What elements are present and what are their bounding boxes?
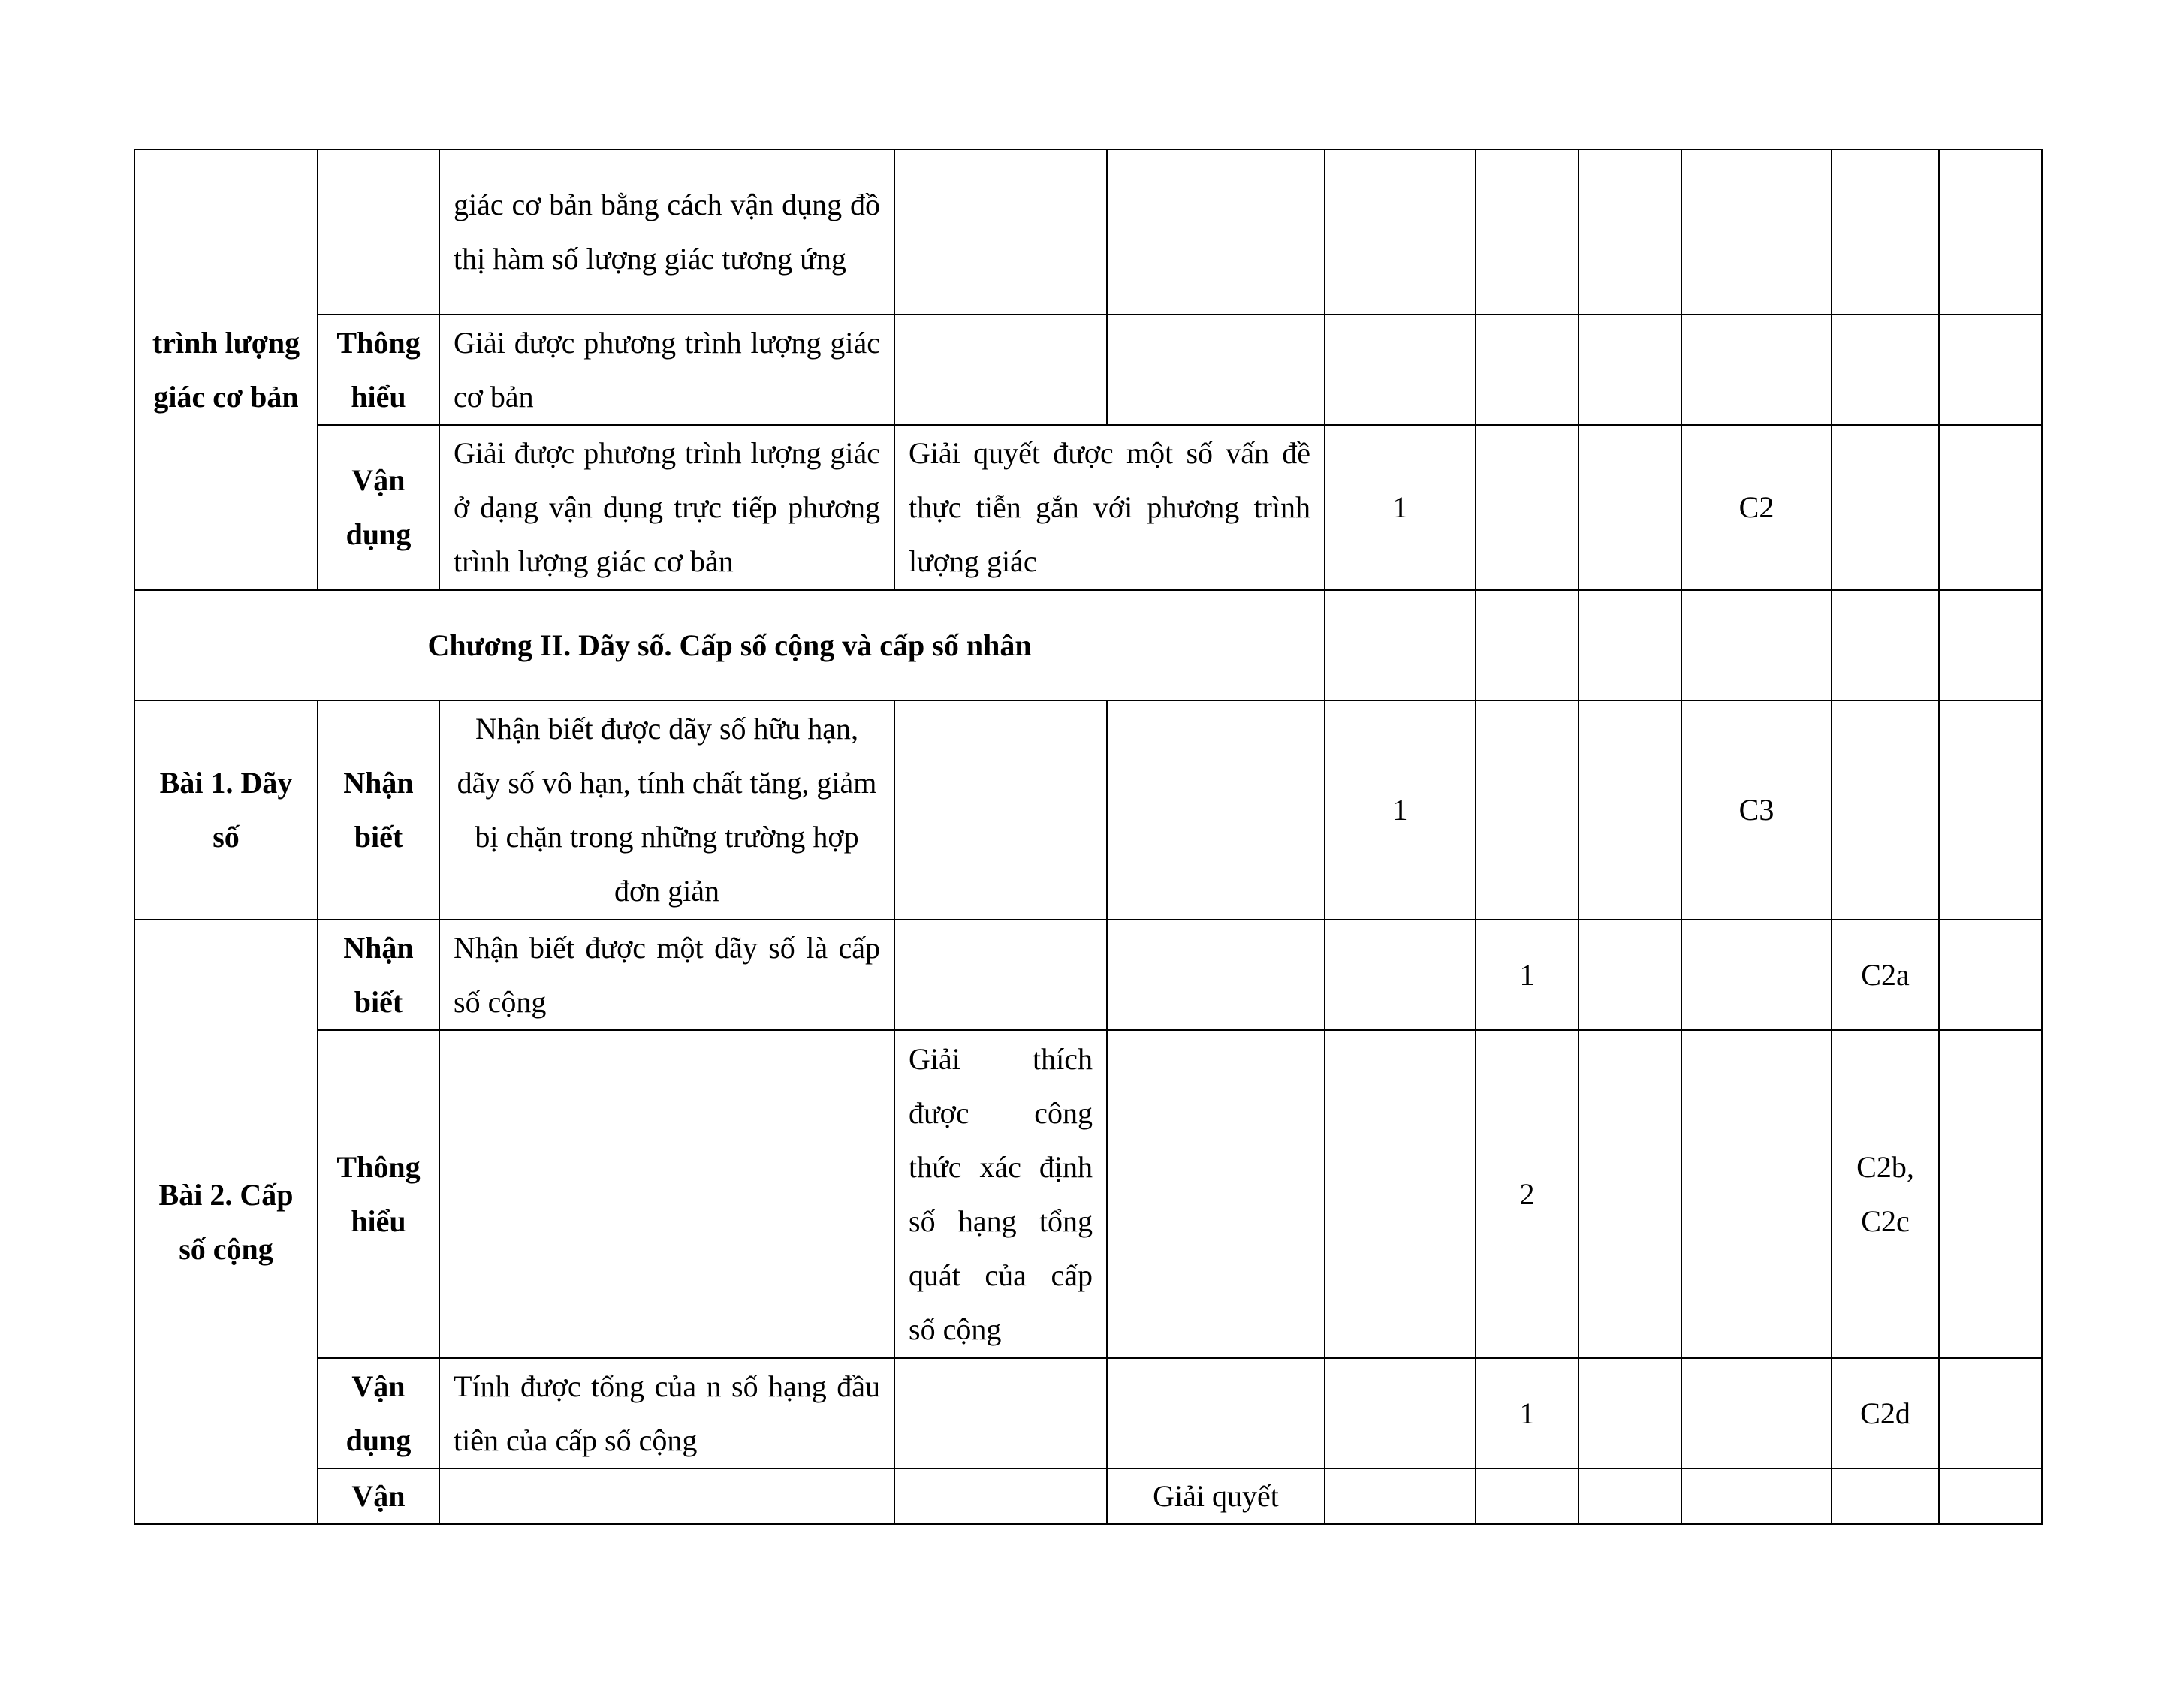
empty-cell — [1579, 700, 1681, 920]
empty-cell — [1579, 315, 1681, 425]
empty-cell — [1325, 149, 1476, 315]
empty-cell — [1939, 1030, 2042, 1358]
table-row — [134, 425, 2042, 590]
empty-cell — [1579, 425, 1681, 590]
empty-cell — [1939, 425, 2042, 590]
empty-cell — [1939, 149, 2042, 315]
lesson-cell: trình lượng giác cơ bản — [134, 149, 318, 590]
empty-cell — [894, 920, 1107, 1030]
level-cell: Thông hiểu — [318, 315, 439, 425]
empty-cell — [1107, 700, 1325, 920]
empty-cell — [1579, 920, 1681, 1030]
question-code-cell: C2a — [1832, 920, 1939, 1030]
empty-cell — [1325, 1358, 1476, 1469]
application-description-cell: Giải quyết được một số vấn đề thực tiễn gắn với phương trình lượng giác — [894, 425, 1325, 590]
application-description-cell: Giải thích được công thức xác định số hạng tổng quát của cấp số cộng — [894, 1030, 1107, 1358]
empty-cell — [894, 315, 1107, 425]
level-cell: Thông hiểu — [318, 1030, 439, 1358]
knowledge-description-cell: Giải được phương trình lượng giác ở dạng vận dụng trực tiếp phương trình lượng giác cơ bản — [439, 425, 894, 590]
empty-cell — [1107, 1030, 1325, 1358]
empty-cell — [1832, 425, 1939, 590]
application-description-cell: Giải quyết — [1107, 1469, 1325, 1524]
question-code-cell: C2d — [1832, 1358, 1939, 1469]
table-row — [134, 1358, 2042, 1469]
table-row — [134, 1469, 2042, 1524]
empty-cell — [1476, 149, 1579, 315]
empty-cell — [1832, 1469, 1939, 1524]
level-cell: Nhận biết — [318, 700, 439, 920]
question-count-cell: 1 — [1476, 1358, 1579, 1469]
empty-cell — [1579, 1030, 1681, 1358]
empty-cell — [1681, 315, 1832, 425]
table-row — [134, 590, 2042, 700]
question-count-cell: 1 — [1325, 700, 1476, 920]
empty-cell — [439, 1469, 894, 1524]
empty-cell — [1579, 149, 1681, 315]
empty-cell — [1681, 1469, 1832, 1524]
table-row — [134, 149, 2042, 315]
empty-cell — [1939, 920, 2042, 1030]
empty-cell — [1476, 700, 1579, 920]
question-code-cell: C2b, C2c — [1832, 1030, 1939, 1358]
empty-cell — [894, 149, 1107, 315]
empty-cell — [1579, 1469, 1681, 1524]
level-cell: Nhận biết — [318, 920, 439, 1030]
empty-cell — [1832, 315, 1939, 425]
empty-cell — [894, 1358, 1107, 1469]
specification-matrix-table — [134, 149, 2043, 1525]
empty-cell — [439, 1030, 894, 1358]
question-count-cell: 2 — [1476, 1030, 1579, 1358]
empty-cell — [1325, 315, 1476, 425]
level-cell: Vận dụng — [318, 1358, 439, 1469]
empty-cell — [1832, 700, 1939, 920]
empty-cell — [1939, 700, 2042, 920]
empty-cell — [1325, 590, 1476, 700]
lesson-cell: Bài 1. Dãy số — [134, 700, 318, 920]
table-row — [134, 315, 2042, 425]
question-code-cell: C2 — [1681, 425, 1832, 590]
empty-cell — [1832, 149, 1939, 315]
question-code-cell: C3 — [1681, 700, 1832, 920]
empty-cell — [1939, 315, 2042, 425]
empty-cell — [1107, 1358, 1325, 1469]
knowledge-description-cell: giác cơ bản bằng cách vận dụng đồ thị hàm số lượng giác tương ứng — [439, 149, 894, 315]
empty-cell — [1325, 1030, 1476, 1358]
question-count-cell: 1 — [1476, 920, 1579, 1030]
empty-cell — [1939, 1469, 2042, 1524]
empty-cell — [1681, 920, 1832, 1030]
empty-cell — [1681, 590, 1832, 700]
empty-cell — [894, 700, 1107, 920]
empty-cell — [1939, 590, 2042, 700]
chapter-heading-cell: Chương II. Dãy số. Cấp số cộng và cấp số nhân — [134, 590, 1325, 700]
level-cell: Vận dụng — [318, 425, 439, 590]
empty-cell — [1681, 1358, 1832, 1469]
empty-cell — [1579, 590, 1681, 700]
empty-cell — [1476, 590, 1579, 700]
knowledge-description-cell: Tính được tổng của n số hạng đầu tiên của cấp số cộng — [439, 1358, 894, 1469]
empty-cell — [1107, 149, 1325, 315]
knowledge-description-cell: Giải được phương trình lượng giác cơ bản — [439, 315, 894, 425]
empty-cell — [1476, 1469, 1579, 1524]
empty-cell — [1681, 149, 1832, 315]
table-row — [134, 1030, 2042, 1358]
empty-cell — [894, 1469, 1107, 1524]
knowledge-description-cell: Nhận biết được dãy số hữu hạn, dãy số vô hạn, tính chất tăng, giảm bị chặn trong những trường hợp đơn giản — [439, 700, 894, 920]
empty-cell — [1476, 315, 1579, 425]
level-cell — [318, 149, 439, 315]
empty-cell — [1325, 920, 1476, 1030]
empty-cell — [1476, 425, 1579, 590]
empty-cell — [1107, 920, 1325, 1030]
knowledge-description-cell: Nhận biết được một dãy số là cấp số cộng — [439, 920, 894, 1030]
empty-cell — [1832, 590, 1939, 700]
empty-cell — [1579, 1358, 1681, 1469]
empty-cell — [1107, 315, 1325, 425]
empty-cell — [1325, 1469, 1476, 1524]
lesson-cell: Bài 2. Cấp số cộng — [134, 920, 318, 1524]
level-cell: Vận — [318, 1469, 439, 1524]
table-row — [134, 700, 2042, 920]
empty-cell — [1681, 1030, 1832, 1358]
empty-cell — [1939, 1358, 2042, 1469]
table-row — [134, 920, 2042, 1030]
question-count-cell: 1 — [1325, 425, 1476, 590]
